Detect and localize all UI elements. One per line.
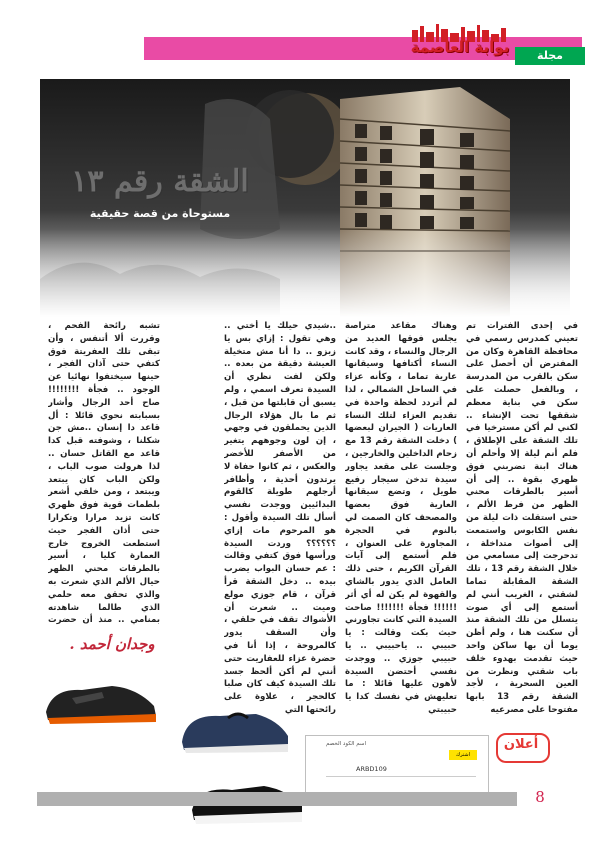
author-signature	[58, 635, 166, 653]
author-name: وجدان أحمد .	[69, 635, 155, 653]
hero-subtitle: مستوحاة من قصة حقيقية	[89, 207, 231, 220]
article-text-1: في إحدى الفترات تم تعيني كمدرس رسمي في محافظة القاهرة وكان من المفترض أن أحصل على سكن بالقرب من المدرسة ، وبالفعل حصلت على سكن في بناية معظم شققها تحت الإنشاء .. لكني لم أكن مسترخيا في تلك الشقة على الإطلاق ، فلم أنم ليلة إلا وأحلم أن هناك ابنة تضربني فوق ظهري بقوة .. إلى أن أسير بالطرقات محني الظهر من فرط الألم ، حتى استقلت ذات ليلة من نفس الكابوس واستمعت إلى أصوات متداخلة ، تدحرجت إلى مسامعي من خلال الشقة رقم 13 ، تلك الشقة المقابلة تماما لشقتي ، الغريب أنني لم أستمع إلى أي صوت يتسلل من تلك الشقة منذ أن سكنت هنا ، ولم أظن يوما أن بها ساكن واحد حيث تقدمت بهدوء خلف باب شقتي ونظرت من العين السحرية ، لأجد الشقة رقم 13 بابها مفتوحا على مصرعيه	[466, 321, 578, 715]
article-column-4	[48, 320, 160, 625]
logo-text: بوابة العاصمة	[410, 38, 510, 56]
ad-divider	[326, 776, 476, 777]
article-text-3: ..شيدي حيلك يا أختي .. وهي تقول : إزاي بس يا زبزو .. دا أنا مش متخيلة العيشة دقيقة من بعده .. ولكن لفت نظري أن السيدة تعرف اسمي ، ولم يسبق أن قابلتها من قبل ، ثم ما بال هؤلاء الرجال الذين يحملقون في وجهي ، إن لون وجوههم يتغير من الأصفر للأخضر والعكس ، ثم كانوا حفاة لا يرتدون أحذية ، وأظافر أرجلهم طويلة كالقوم البدائيين ووجدت نفسي أسأل تلك السيدة وأقول : هو المرحوم مات إزاي ؟؟؟؟؟؟ وردت السيدة ورأسها فوق كتفي وقالت : عم حسان البواب يضرب بيده .. دخل الشقة قرأ قرآن ، قام جوزي مولع وميت .. شعرت أن الأشواك تقف في حلقي ، وأن السقف يدور كالمروحة ، إذا أنا في حضرة عزاء للعفاريت حتى أنني لم أكن ألحظ جسد تلك السيدة كيف كان صلبا كالحجر ، علاوة على رائحتها التي	[224, 321, 336, 715]
article-column-1	[466, 320, 578, 725]
shoe-ad-image-middle[interactable]	[178, 706, 293, 754]
article-text-2: وهناك مقاعد متراصة يجلس فوقها العديد من الرجال والنساء ، وقد كانت النساء أكتافها وسيقانها عارية تماما ، وكأنه عزاء في الساحل الشمالي ، لذا لم أتردد لحظة واحدة في تقديم العزاء لتلك النساء العاريات ( الجيران لبعضها ) دخلت الشقة رقم 13 مع زحام الداخلين والخارجين ، وجلست على مقعد يجاور سيدة تدخن سيجار رفيع طويل ، وتضع سيقانها العارية فوق بعضها والمصحف كان الصمت لي بالنوم في الحجرة المجاورة على العنوان ، فلم أستمع إلى آيات القرآن الكريم ، حتى ذلك العامل الذي يدور بالشاي والقهوة لم يكن له أي أثر !!!!!! فجأة !!!!!!! صاحت السيدة التي كانت تجاورني حيث بكت وقالت : يا حبيبي .. ياحبيبي .. يا حبيبي جوزي .. ووجدت نفسي أحتضن السيدة لأهون عليها قائلا : ما تعليهش في نفسك كدا يا حبيبتي	[345, 321, 457, 715]
shoe-ad-image-left[interactable]	[42, 678, 162, 726]
footer-bar	[37, 792, 517, 806]
ad-coupon-code: ARBD109	[356, 765, 387, 773]
section-label-badge	[515, 47, 585, 65]
article-text-4: تشبه رائحة الفحم ، وقررت ألا أتنفس ، وأن تبقى تلك العفريتة فوق كتفي حتى آذان الفجر ، حينها سيختفوا نهائيا عن الوجود .. فجأة !!!!!!!! صاح أحد الرجال وأشار بسبابته نحوي قائلا : أل قاعد دا إنسان ..مش جن شكلنا ، وشوفته قبل كدا قاعد مع القاتل حسان .. لذا هرولت صوب الباب ، ولكن الباب كان يبتعد ويبتعد ، ومن خلفي أشعر بلطمات قوية فوق ظهري كانت تزيد مرارا وتكرارا حتى أذان الفجر حيث استطعت الخروج خارج العمارة كليا ، أسير بالطرقات محني الظهر حيال الألم الذي شعرت به والذي تحقق معه حلمي الذي طالما شاهدته بمنامي .. منذ أن حضرت	[48, 321, 160, 625]
ad-coupon-caption: اسم الكود الخصم	[326, 741, 367, 747]
advertisement-label: أعلان	[503, 737, 539, 752]
hero-title: الشقة رقم ١٣	[71, 164, 249, 199]
article-column-3	[224, 320, 336, 725]
site-logo[interactable]	[404, 22, 516, 62]
ad-subscribe-tag[interactable]: اشترك	[449, 750, 477, 760]
advertisement-badge	[494, 731, 550, 763]
page-number: 8	[535, 788, 545, 806]
article-column-2	[345, 320, 457, 725]
section-label: مجلة	[537, 49, 563, 62]
